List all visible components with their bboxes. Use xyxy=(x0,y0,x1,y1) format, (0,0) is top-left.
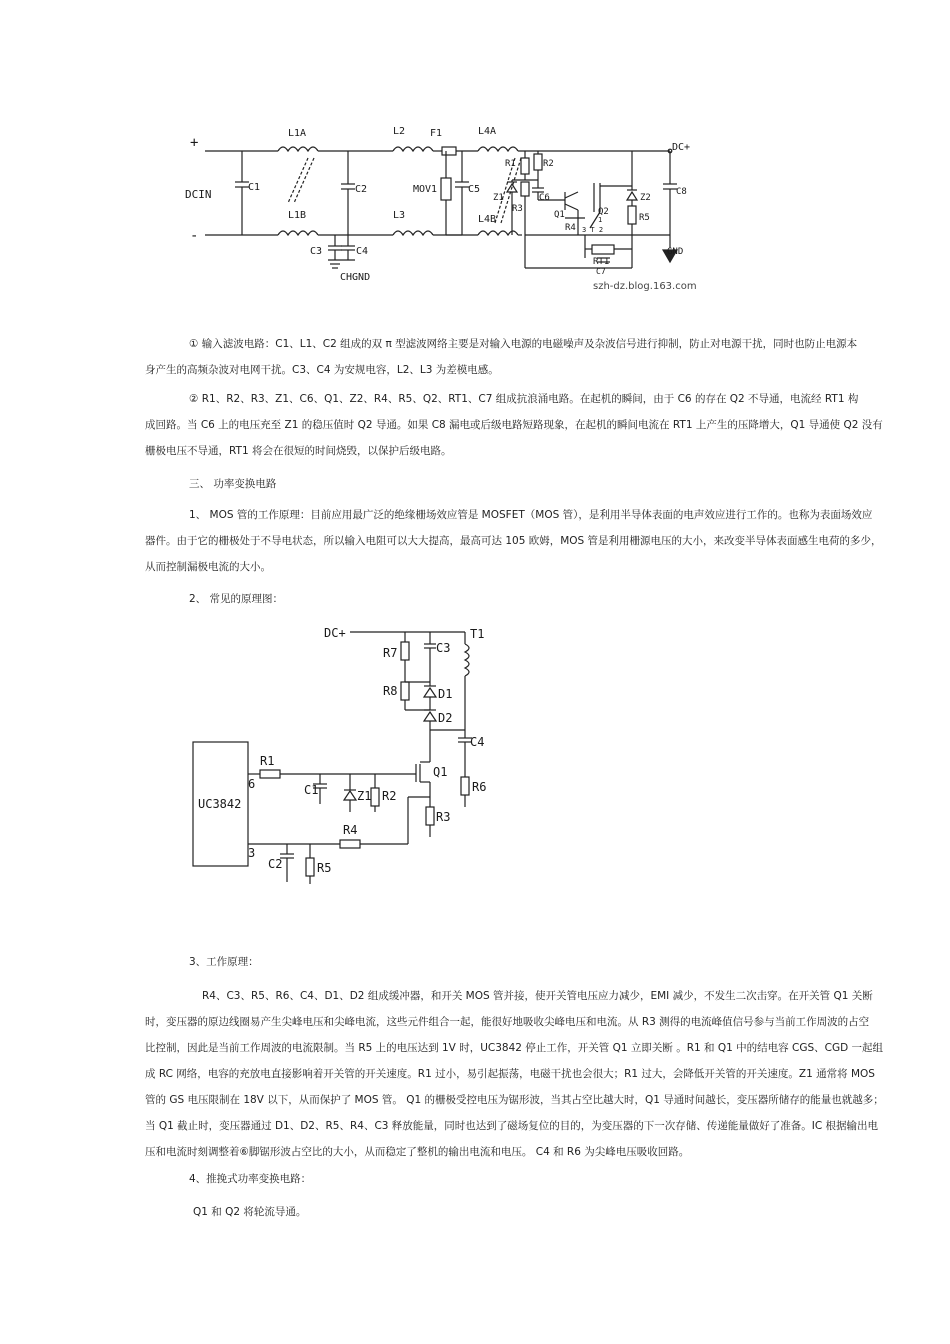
fig2-label-d2: D2 xyxy=(438,711,453,725)
input-filter-schematic xyxy=(180,118,700,298)
fig1-label-dcplus: DC+ xyxy=(672,142,691,153)
text-line: 当 Q1 截止时，变压器通过 D1、D2、R5、R4、C3 释放能量，同时也达到了磁场复位的目的，为变压器的下一次存储、传递能量做好了准备。IC 根据输出电 xyxy=(145,1120,879,1132)
text-line: 比控制，因此是当前工作周波的电流限制。当 R5 上的电压达到 1V 时，UC3842 停止工作，开关管 Q1 立即关断 。R1 和 Q1 中的结电容 CGS、CGD 一起组 xyxy=(145,1042,884,1054)
working-principle-paragraph xyxy=(145,983,884,1165)
fig1-label-plus: + xyxy=(190,135,199,151)
fig1-label-minus: - xyxy=(190,228,199,244)
fig1-label-r5: R5 xyxy=(639,213,650,223)
text-line: ② R1、R2、R3、Z1、C6、Q1、Z2、R4、R5、Q2、RT1、C7 组成抗浪涌电路。在起机的瞬间，由于 C6 的存在 Q2 不导通，电流经 RT1 构 xyxy=(189,393,859,405)
fig1-label-q2-pin1: 1 xyxy=(598,216,603,224)
fig1-label-l1a: L1A xyxy=(288,128,307,139)
fig2-label-pin6: 6 xyxy=(248,777,256,791)
fig2-label-z1: Z1 xyxy=(357,789,372,803)
fig1-label-q2-pins: 3 T 2 xyxy=(582,226,604,234)
fig2-label-r4: R4 xyxy=(343,823,358,837)
fig1-label-r4: R4 xyxy=(565,223,576,233)
fig2-label-c1: C1 xyxy=(304,783,319,797)
text-line: R4、C3、R5、R6、C4、D1、D2 组成缓冲器，和开关 MOS 管并接，使开关管电压应力减少，EMI 减少，不发生二次击穿。在开关管 Q1 关断 xyxy=(202,990,873,1002)
fig1-label-r1: R1 xyxy=(505,159,516,169)
fig2-label-q1: Q1 xyxy=(433,765,448,779)
fig2-label-r7: R7 xyxy=(383,646,398,660)
fig1-label-c6: C6 xyxy=(539,193,550,203)
text-line: 器件。由于它的栅极处于不导电状态，所以输入电阻可以大大提高，最高可达 105 欧姆，MOS 管是利用栅源电压的大小，来改变半导体表面感生电荷的多少， xyxy=(145,535,882,547)
fig2-label-t1: T1 xyxy=(470,627,485,641)
push-pull-text: Q1 和 Q2 将轮流导通。 xyxy=(193,1206,307,1218)
fig1-label-chgnd: CHGND xyxy=(340,272,371,283)
fig1-label-l1b: L1B xyxy=(288,210,307,221)
fig1-label-c8: C8 xyxy=(676,187,687,197)
fig2-label-d1: D1 xyxy=(438,687,453,701)
input-filter-paragraph xyxy=(145,331,858,383)
working-principle-heading: 3、工作原理： xyxy=(189,956,259,968)
fig2-label-r1: R1 xyxy=(260,754,275,768)
fig1-label-c7: C7 xyxy=(596,267,606,276)
fig2-label-uc3842: UC3842 xyxy=(198,797,242,811)
anti-surge-paragraph xyxy=(145,386,883,464)
fig1-label-rt1: RT1 xyxy=(593,257,610,267)
fig1-label-mov1: MOV1 xyxy=(413,184,438,195)
fig1-label-c2: C2 xyxy=(355,184,368,195)
fig2-label-dcplus: DC+ xyxy=(324,626,346,640)
fig2-label-r2: R2 xyxy=(382,789,397,803)
fig1-label-c1: C1 xyxy=(248,182,261,193)
fig1-label-q2: Q2 xyxy=(598,207,609,217)
fig1-label-r2: R2 xyxy=(543,159,554,169)
fig1-label-l2: L2 xyxy=(393,126,406,137)
fig1-label-gnd: GND xyxy=(667,247,684,257)
fig2-label-r6: R6 xyxy=(472,780,487,794)
text-line: 成 RC 网络，电容的充放电直接影响着开关管的开关速度。R1 过小，易引起振荡，电磁干扰也会很大；R1 过大，会降低开关管的开关速度。Z1 通常将 MOS xyxy=(145,1068,875,1080)
mos-principle-paragraph xyxy=(145,502,882,580)
fig1-label-z1: Z1 xyxy=(493,193,504,203)
text-line: 成回路。当 C6 上的电压充至 Z1 的稳压值时 Q2 导通。如果 C8 漏电或后级电路短路现象，在起机的瞬间电流在 RT1 上产生的压降增大，Q1 导通使 Q2 没有 xyxy=(145,419,883,431)
fig1-label-c5: C5 xyxy=(468,184,481,195)
fig1-label-c3: C3 xyxy=(310,246,323,257)
fig1-label-l3: L3 xyxy=(393,210,406,221)
fig1-label-z2: Z2 xyxy=(640,193,651,203)
fig2-label-r5: R5 xyxy=(317,861,332,875)
text-line: 时，变压器的原边线圈易产生尖峰电压和尖峰电流，这些元件组合一起，能很好地吸收尖峰电压和电流。从 R3 测得的电流峰值信号参与当前工作周波的占空 xyxy=(145,1016,870,1028)
text-line: 压和电流时刻调整着⑥脚锯形波占空比的大小，从而稳定了整机的输出电流和电压。 C4 和 R6 为尖峰电压吸收回路。 xyxy=(145,1146,690,1158)
fig2-label-pin3: 3 xyxy=(248,846,256,860)
text-line: ① 输入滤波电路：C1、L1、C2 组成的双 π 型滤波网络主要是对输入电源的电磁噪声及杂波信号进行抑制，防止对电源干扰，同时也防止电源本 xyxy=(189,338,858,350)
common-schematic-heading: 2、 常见的原理图： xyxy=(189,593,284,605)
fig1-label-r3: R3 xyxy=(512,204,523,214)
section-heading-power-conversion: 三、 功率变换电路 xyxy=(189,478,277,490)
fig1-label-c4: C4 xyxy=(356,246,369,257)
text-line: 栅极电压不导通，RT1 将会在很短的时间烧毁，以保护后级电路。 xyxy=(145,445,452,457)
text-line: 管的 GS 电压限制在 18V 以下，从而保护了 MOS 管。 Q1 的栅极受控电压为锯形波，当其占空比越大时，Q1 导通时间越长，变压器所储存的能量也就越多； xyxy=(145,1094,884,1106)
fig1-label-l4b: L4B xyxy=(478,214,497,225)
fig1-label-l4a: L4A xyxy=(478,126,497,137)
fig2-label-c2: C2 xyxy=(268,857,283,871)
fig2-label-r8: R8 xyxy=(383,684,398,698)
text-line: 从而控制漏极电流的大小。 xyxy=(145,561,271,573)
fig1-label-dcin: DCIN xyxy=(185,188,212,201)
text-line: 1、 MOS 管的工作原理：目前应用最广泛的绝缘栅场效应管是 MOSFET（MOS 管），是利用半导体表面的电声效应进行工作的。也称为表面场效应 xyxy=(189,509,873,521)
fig1-label-q1: Q1 xyxy=(554,210,565,220)
fig2-label-c4: C4 xyxy=(470,735,485,749)
fig2-label-r3: R3 xyxy=(436,810,451,824)
fig1-watermark: szh-dz.blog.163.com xyxy=(593,281,697,292)
fig1-label-f1: F1 xyxy=(430,128,443,139)
fig2-label-c3: C3 xyxy=(436,641,451,655)
text-line: 身产生的高频杂波对电网干扰。C3、C4 为安规电容，L2、L3 为差模电感。 xyxy=(145,364,499,376)
push-pull-heading: 4、推挽式功率变换电路： xyxy=(189,1173,312,1185)
uc3842-switch-schematic xyxy=(190,622,500,892)
